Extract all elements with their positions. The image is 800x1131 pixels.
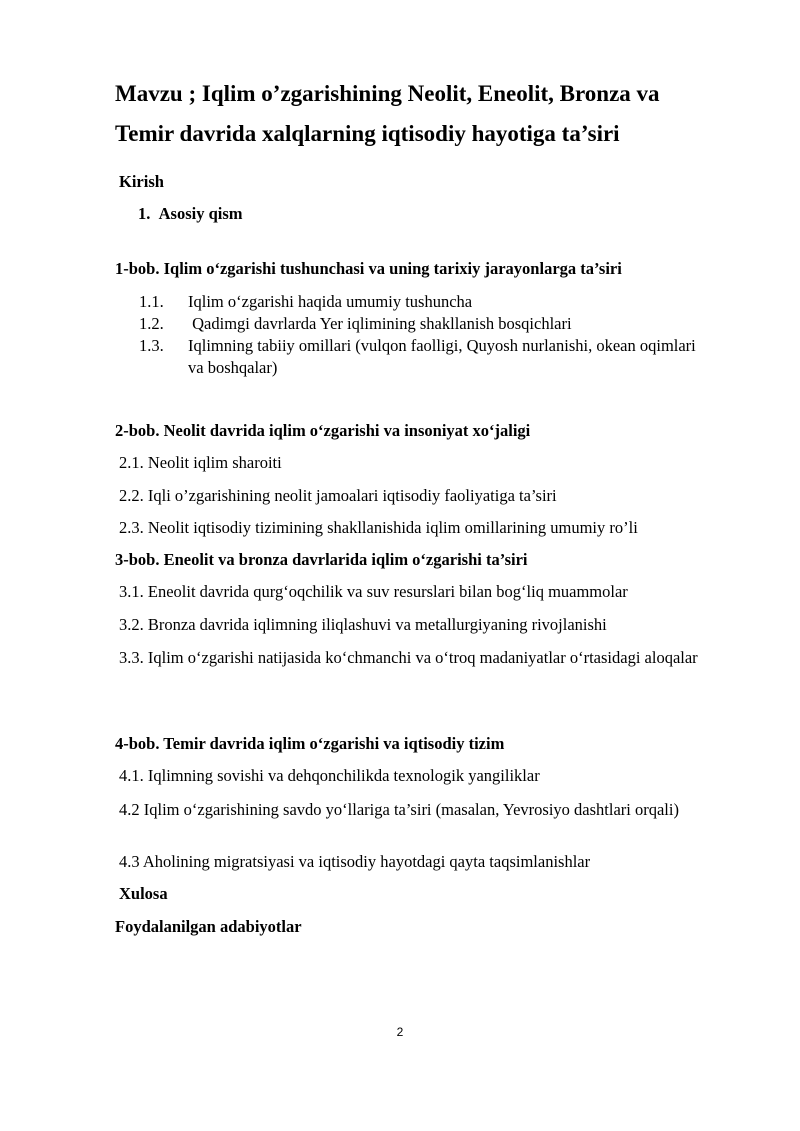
section-number: 1.1. xyxy=(139,292,164,311)
section-1-2 xyxy=(139,313,709,335)
section-2-3: 2.3. Neolit iqtisodiy tizimining shakllanishida iqlim omillarining umumiy ro’li xyxy=(119,518,638,537)
document-title xyxy=(115,74,755,154)
section-4-3: 4.3 Aholining migratsiyasi va iqtisodiy hayotdagi qayta taqsimlanishlar xyxy=(119,852,591,871)
section-2-2: 2.2. Iqli o’zgarishining neolit jamoalari iqtisodiy faoliyatiga ta’siri xyxy=(119,486,557,505)
chapter-3-title: 3-bob. Eneolit va bronza davrlarida iqlim o‘zgarishi ta’siri xyxy=(115,550,528,569)
section-text: Iqlim o‘zgarishi haqida umumiy tushuncha xyxy=(188,292,473,311)
main-part-heading xyxy=(138,204,243,224)
section-text: Qadimgi davrlarda Yer iqlimining shakllanish bosqichlari xyxy=(188,314,572,333)
main-part-label: Asosiy qism xyxy=(158,204,243,223)
intro-heading: Kirish xyxy=(119,172,164,191)
section-1-1 xyxy=(139,291,709,313)
chapter-2-title: 2-bob. Neolit davrida iqlim o‘zgarishi va insoniyat xo‘jaligi xyxy=(115,421,531,440)
section-3-2: 3.2. Bronza davrida iqlimning iliqlashuvi va metallurgiyaning rivojlanishi xyxy=(119,615,607,634)
section-2-1: 2.1. Neolit iqlim sharoiti xyxy=(119,453,282,472)
title-line-2: Temir davrida xalqlarning iqtisodiy hayotiga ta’siri xyxy=(115,121,620,146)
section-4-1: 4.1. Iqlimning sovishi va dehqonchilikda texnologik yangiliklar xyxy=(119,766,540,785)
page-number: 2 xyxy=(396,1025,404,1039)
title-line-1: Mavzu ; Iqlim o’zgarishining Neolit, Eneolit, Bronza va xyxy=(115,81,660,106)
section-1-3 xyxy=(139,335,709,379)
chapter-1-title: 1-bob. Iqlim o‘zgarishi tushunchasi va uning tarixiy jarayonlarga ta’siri xyxy=(115,259,622,278)
section-3-3: 3.3. Iqlim o‘zgarishi natijasida ko‘chmanchi va o‘troq madaniyatlar o‘rtasidagi aloqalar xyxy=(119,648,698,667)
section-number: 1.2. xyxy=(139,314,164,333)
chapter-4-title: 4-bob. Temir davrida iqlim o‘zgarishi va iqtisodiy tizim xyxy=(115,734,505,753)
section-4-2: 4.2 Iqlim o‘zgarishining savdo yo‘llariga ta’siri (masalan, Yevrosiyo dashtlari orqali) xyxy=(119,800,679,819)
section-3-1: 3.1. Eneolit davrida qurg‘oqchilik va suv resurslari bilan bog‘liq muammolar xyxy=(119,582,628,601)
section-number: 1.3. xyxy=(139,336,164,355)
conclusion-heading: Xulosa xyxy=(119,884,168,903)
references-heading: Foydalanilgan adabiyotlar xyxy=(115,917,302,936)
main-part-number: 1. xyxy=(138,204,151,223)
section-text: Iqlimning tabiiy omillari (vulqon faolligi, Quyosh nurlanishi, okean oqimlari va boshqalar) xyxy=(188,336,696,377)
